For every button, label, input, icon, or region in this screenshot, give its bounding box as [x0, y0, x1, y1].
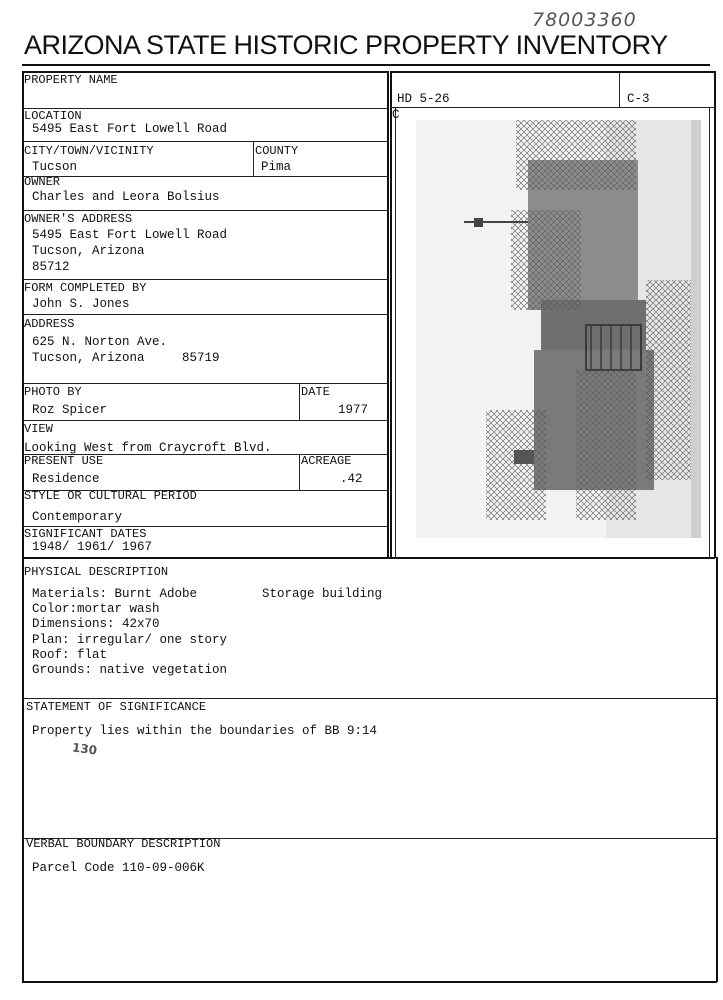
- statement-of-significance-label: STATEMENT OF SIGNIFICANCE: [26, 700, 207, 714]
- rule: [709, 107, 710, 558]
- verbal-boundary-value: Parcel Code 110-09-006K: [32, 861, 205, 875]
- physical-description-line-4: Plan: irregular/ one story: [32, 633, 228, 647]
- rule: [395, 107, 396, 558]
- rule: [22, 981, 717, 983]
- rule: [390, 71, 392, 558]
- statement-of-significance-value: Property lies within the boundaries of BB 9:14: [32, 724, 378, 738]
- location-value: 5495 East Fort Lowell Road: [32, 122, 228, 136]
- view-value: Looking West from Craycroft Blvd.: [24, 441, 272, 455]
- physical-description-line-1: Materials: Burnt Adobe: [32, 587, 198, 601]
- style-period-label: STYLE OR CULTURAL PERIOD: [24, 489, 197, 503]
- date-value: 1977: [338, 403, 369, 417]
- owners-address-line-3: 85712: [32, 260, 70, 274]
- address-label: ADDRESS: [24, 317, 75, 331]
- owners-address-label: OWNER'S ADDRESS: [24, 212, 133, 226]
- rule: [619, 71, 620, 107]
- owners-address-line-2: Tucson, Arizona: [32, 244, 145, 258]
- photo-by-value: Roz Spicer: [32, 403, 108, 417]
- photo-corner-label: C: [392, 108, 400, 122]
- form-title: ARIZONA STATE HISTORIC PROPERTY INVENTORY: [24, 30, 668, 60]
- address-line-1: 625 N. Norton Ave.: [32, 335, 168, 349]
- c-number: C-3: [627, 92, 650, 106]
- physical-description-line-3: Dimensions: 42x70: [32, 617, 160, 631]
- location-label: LOCATION: [24, 109, 82, 123]
- form-completed-by-value: John S. Jones: [32, 297, 130, 311]
- present-use-label: PRESENT USE: [24, 454, 104, 468]
- city-label: CITY/TOWN/VICINITY: [24, 144, 154, 158]
- handwritten-reference-number: 78003360: [532, 9, 637, 31]
- acreage-label: ACREAGE: [301, 454, 352, 468]
- owner-label: OWNER: [24, 175, 61, 189]
- county-value: Pima: [261, 160, 292, 174]
- rule: [22, 314, 388, 315]
- rule: [22, 176, 388, 177]
- acreage-value: .42: [340, 472, 363, 486]
- rule: [390, 71, 715, 73]
- owners-address-line-1: 5495 East Fort Lowell Road: [32, 228, 228, 242]
- rule: [22, 141, 388, 142]
- physical-description-line-6: Grounds: native vegetation: [32, 663, 228, 677]
- form-completed-by-label: FORM COMPLETED BY: [24, 281, 147, 295]
- physical-description-side-note: Storage building: [262, 587, 383, 601]
- rule: [22, 557, 24, 982]
- rule: [22, 698, 717, 699]
- property-name-label: PROPERTY NAME: [24, 73, 118, 87]
- rule: [22, 420, 388, 421]
- rule: [716, 557, 718, 982]
- rule: [22, 383, 388, 384]
- city-value: Tucson: [32, 160, 78, 174]
- owner-value: Charles and Leora Bolsius: [32, 190, 220, 204]
- significant-dates-value: 1948/ 1961/ 1967: [32, 540, 153, 554]
- ink-stamp-mark: 130: [71, 740, 98, 758]
- address-line-2: Tucson, Arizona 85719: [32, 351, 220, 365]
- rule: [714, 71, 716, 558]
- photo-by-label: PHOTO BY: [24, 385, 82, 399]
- physical-description-line-5: Roof: flat: [32, 648, 108, 662]
- rule: [22, 210, 388, 211]
- title-underline: [22, 64, 710, 66]
- verbal-boundary-label: VERBAL BOUNDARY DESCRIPTION: [26, 837, 221, 851]
- rule: [299, 454, 300, 490]
- property-photograph: [416, 120, 701, 538]
- style-period-value: Contemporary: [32, 510, 123, 524]
- physical-description-label: PHYSICAL DESCRIPTION: [24, 565, 169, 579]
- hd-number: HD 5-26: [397, 92, 450, 106]
- rule: [299, 383, 300, 420]
- view-label: VIEW: [24, 422, 53, 436]
- date-label: DATE: [301, 385, 330, 399]
- house-photo-illustration: [416, 120, 701, 538]
- rule: [22, 279, 388, 280]
- rule: [253, 141, 254, 176]
- significant-dates-label: SIGNIFICANT DATES: [24, 527, 147, 541]
- present-use-value: Residence: [32, 472, 100, 486]
- county-label: COUNTY: [255, 144, 299, 158]
- physical-description-line-2: Color:mortar wash: [32, 602, 160, 616]
- rule: [22, 557, 715, 559]
